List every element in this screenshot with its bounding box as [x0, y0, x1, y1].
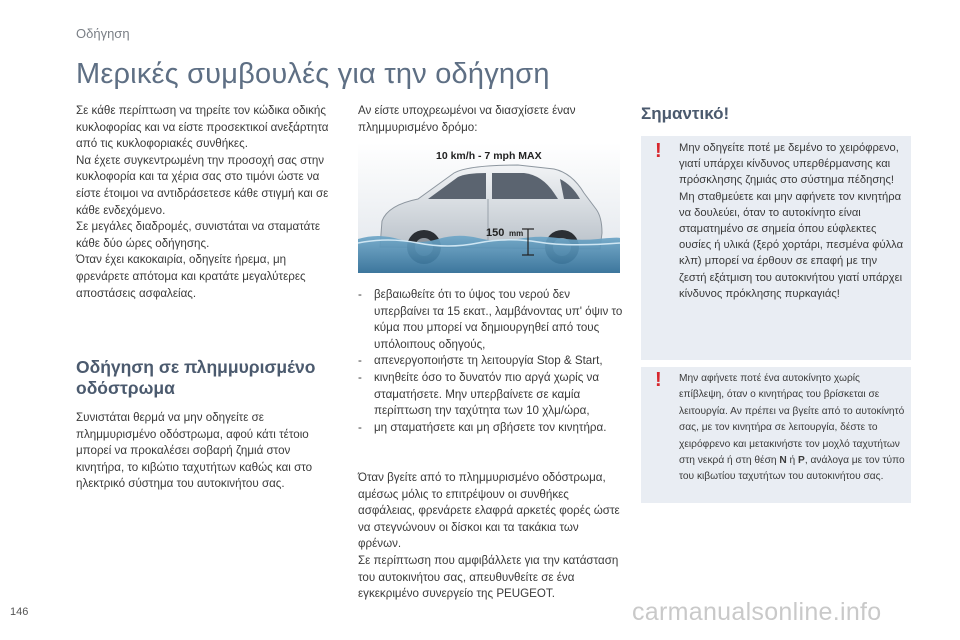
warning-box-parking-brake	[641, 136, 911, 360]
paragraph: Συνιστάται θερμά να μην οδηγείτε σε πλημμυρισμένο οδόστρωμα, αφού κάτι τέτοιο μπορεί να προκαλέσει σοβαρή ζημιά στον κινητήρα, το κιβώτιο ταχυτήτων καθώς και στο ηλεκτρικό σύστημα του αυτοκινήτου σας.	[76, 411, 313, 491]
paragraph: Σε μεγάλες διαδρομές, συνιστάται να σταματάτε κάθε δύο ώρες οδήγησης.	[76, 220, 321, 250]
list-item-text: μη σταματήσετε και μη σβήσετε τον κινητήρα.	[374, 420, 607, 434]
warning-icon: !	[655, 369, 662, 391]
section-tag: Οδήγηση	[76, 26, 130, 41]
gear-position-n: N	[779, 455, 787, 467]
list-item-text: κινηθείτε όσο το δυνατόν πιο αργά χωρίς να σταματήσετε. Μην υπερβαίνετε σε καμία περίπτωση την ταχύτητα των 10 χλμ/ώρα,	[374, 370, 600, 418]
flood-paragraph	[76, 410, 338, 493]
flood-instructions-list	[358, 287, 626, 436]
depth-unit: mm	[509, 229, 524, 238]
depth-value: 150	[486, 227, 505, 239]
list-item: - βεβαιωθείτε ότι το ύψος του νερού δεν υπερβαίνει τα 15 εκατ., λαμβάνοντας υπ' όψιν το κύμα που μπορεί να δημιουργηθεί από τους υπόλοιπους οδηγούς,	[358, 287, 626, 353]
column-1-text	[76, 103, 338, 302]
list-item-text: βεβαιωθείτε ότι το ύψος του νερού δεν υπερβαίνει τα 15 εκατ., λαμβάνοντας υπ' όψιν το κύμα που μπορεί να δημιουργηθεί από τους υπόλοιπους οδηγούς,	[374, 288, 623, 351]
warning-box-unattended	[641, 367, 911, 503]
paragraph: Αν είστε υποχρεωμένοι να διασχίσετε έναν πλημμυρισμένο δρόμο:	[358, 104, 576, 134]
text: ή	[786, 455, 799, 467]
car-in-water-graphic	[358, 143, 620, 273]
paragraph: Όταν βγείτε από το πλημμυρισμένο οδόστρωμα, αμέσως μόλις το επιτρέψουν οι συνθήκες ασφάλειας, φρενάρετε ελαφρά αρκετές φορές ώστε να στεγνώνουν οι δίσκοι και τα τακάκια των φρένων.	[358, 471, 620, 551]
watermark: carmanualsonline.info	[632, 598, 882, 626]
list-item: - απενεργοποιήστε τη λειτουργία Stop & Start,	[358, 353, 626, 370]
warning-text	[679, 140, 905, 302]
paragraph: Να έχετε συγκεντρωμένη την προσοχή σας στην κυκλοφορία και τα χέρια σας στο τιμόνι ώστε να είστε έτοιμοι να αντιδράσετεσε κάθε στιγμή και σε κάθε ενδεχόμενο.	[76, 153, 329, 217]
flood-intro	[358, 103, 620, 136]
paragraph: Σε περίπτωση που αμφιβάλλετε για την κατάσταση του αυτοκινήτου σας, απευθυνθείτε σε ένα εγκεκριμένο συνεργείο της PEUGEOT.	[358, 553, 619, 601]
page-number: 146	[10, 606, 29, 618]
list-item-text: απενεργοποιήστε τη λειτουργία Stop & Start,	[374, 354, 603, 368]
speed-limit-label: 10 km/h - 7 mph MAX	[436, 150, 542, 162]
list-item: - κινηθείτε όσο το δυνατόν πιο αργά χωρίς να σταματήσετε. Μην υπερβαίνετε σε καμία περίπτωση την ταχύτητα των 10 χλμ/ώρα,	[358, 370, 626, 420]
flooded-car-illustration	[358, 143, 620, 273]
page-title: Μερικές συμβουλές για την οδήγηση	[76, 58, 550, 90]
text: Μην αφήνετε ποτέ ένα αυτοκίνητο χωρίς επίβλεψη, όταν ο κινητήρας του βρίσκεται σε λειτουργία. Αν πρέπει να βγείτε από το αυτοκίνητό σας, με τον κινητήρα σε λειτουργία, δέστε το χειρόφρενο και μετακινήστε τον μοχλό ταχυτήτων στη νεκρά ή στη θέση	[679, 373, 905, 467]
text: , ανάλογα με τον τύπο του κιβωτίου ταχυτήτων του αυτοκινήτου σας.	[679, 455, 905, 483]
flood-heading: Οδήγηση σε πλημμυρισμένο οδόστρωμα	[76, 357, 316, 398]
list-item: - μη σταματήσετε και μη σβήσετε τον κινητήρα.	[358, 420, 626, 437]
paragraph: Όταν έχει κακοκαιρία, οδηγείτε ήρεμα, μη φρενάρετε απότομα και κρατάτε μεγαλύτερες αποστάσεις ασφαλείας.	[76, 253, 306, 300]
gear-position-p: P	[798, 455, 805, 467]
paragraph: Σε κάθε περίπτωση να τηρείτε τον κώδικα οδικής κυκλοφορίας και να είστε προσεκτικοί ανεξάρτητα από τις κυκλοφοριακές συνθήκες.	[76, 104, 329, 151]
warning-text	[679, 371, 905, 486]
paragraph: Μην οδηγείτε ποτέ με δεμένο το χειρόφρενο, γιατί υπάρχει κίνδυνος υπερθέρμανσης και πρόσκλησης ζημιάς στο σύστημα πέδησης!	[679, 142, 899, 187]
after-flood-text	[358, 470, 624, 603]
paragraph: Μη σταθμεύετε και μην αφήνετε τον κινητήρα να δουλεύει, όταν το αυτοκίνητο είναι σταματημένο σε σημεία όπου εύφλεκτες ουσίες ή υλικά (ξερό χορτάρι, πεσμένα φύλλα κλπ) μπορεί να έρθουν σε επαφή με την ζεστή εξάτμιση του αυτοκινήτου γιατί υπάρχει κίνδυνος πρόκλησης πυρκαγιάς!	[679, 190, 904, 300]
important-heading: Σημαντικό!	[641, 104, 730, 123]
warning-icon: !	[655, 140, 662, 162]
